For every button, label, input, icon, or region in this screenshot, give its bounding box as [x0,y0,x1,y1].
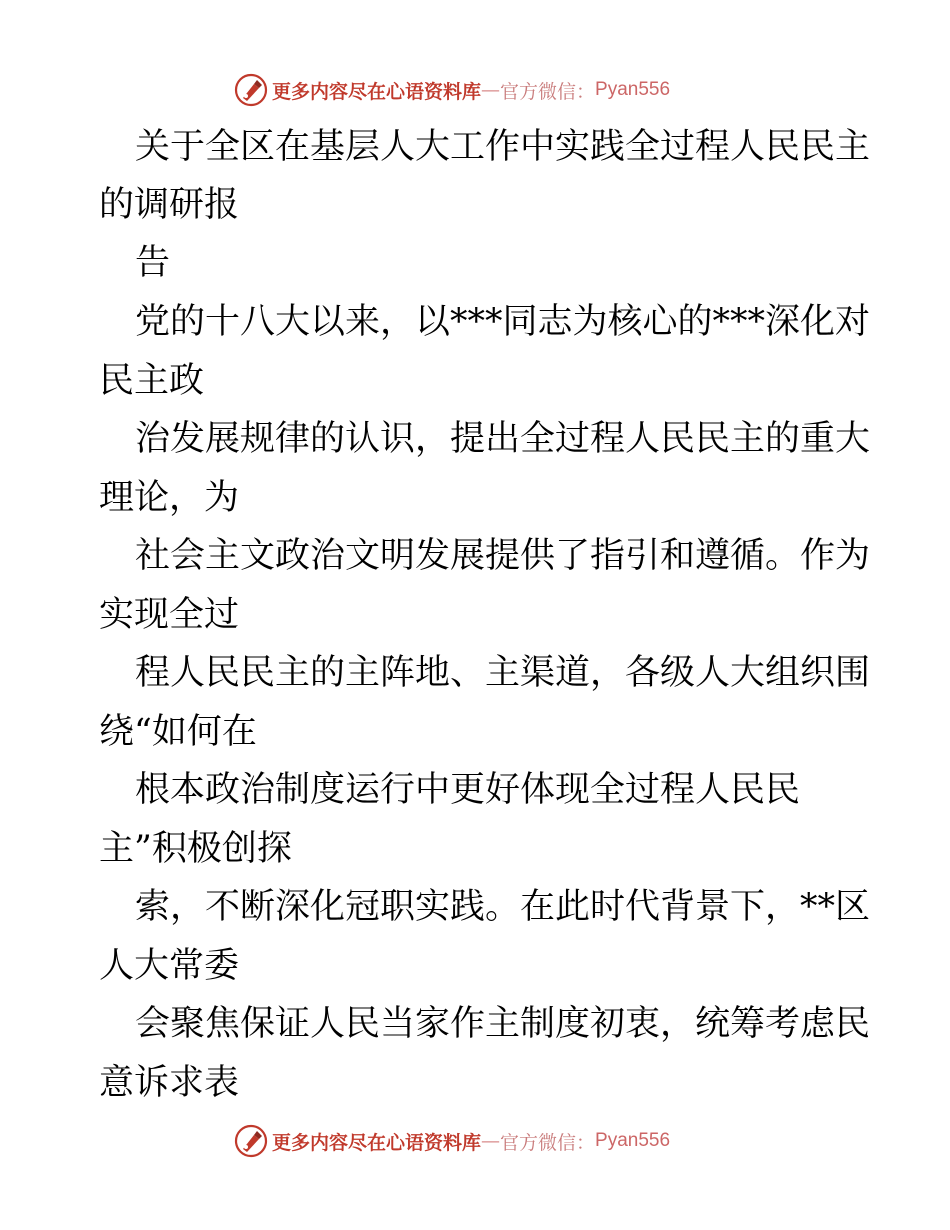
watermark-sub-text: 官方微信： [500,1131,596,1154]
paragraph-line: 民主政 [99,361,205,401]
watermark-main-text: 更多内容尽在心语资料库 [272,80,482,103]
paragraph-line: 意诉求表 [99,1063,240,1103]
paragraph-line: 会聚焦保证人民当家作主制度初衷，统筹考虑民 [135,1004,871,1044]
paragraph-line: 实现全过 [99,595,240,635]
title-line-1: 关于全区在基层人大工作中实践全过程人民民主 [135,127,871,167]
watermark-id-text: Pyan556 [595,1130,671,1151]
pen-logo-icon [234,1124,268,1158]
paragraph-line: 绕“如何在 [99,712,257,752]
watermark-separator: — [481,1130,501,1152]
paragraph-line: 党的十八大以来，以***同志为核心的***深化对 [135,302,871,342]
watermark-separator: — [481,79,501,101]
title-line-3: 告 [135,243,171,283]
watermark-main-text: 更多内容尽在心语资料库 [272,1131,482,1154]
paragraph-line: 主”积极创探 [99,829,292,869]
watermark-id-text: Pyan556 [595,79,671,100]
footer-watermark [234,1124,670,1158]
paragraph-line: 治发展规律的认识，提出全过程人民民主的重大 [135,419,871,459]
paragraph-line: 索，不断深化冠职实践。在此时代背景下，**区 [135,887,871,927]
paragraph-line: 社会主文政治文明发展提供了指引和遵循。作为 [135,536,871,576]
watermark-sub-text: 官方微信： [500,80,596,103]
header-watermark [234,73,670,107]
paragraph-line: 理论，为 [99,478,240,518]
title-line-2: 的调研报 [99,185,240,225]
paragraph-line: 人大常委 [99,946,240,986]
paragraph-line: 根本政治制度运行中更好体现全过程人民民 [135,770,801,810]
pen-logo-icon [234,73,268,107]
paragraph-line: 程人民民主的主阵地、主渠道，各级人大组织围 [135,653,871,693]
